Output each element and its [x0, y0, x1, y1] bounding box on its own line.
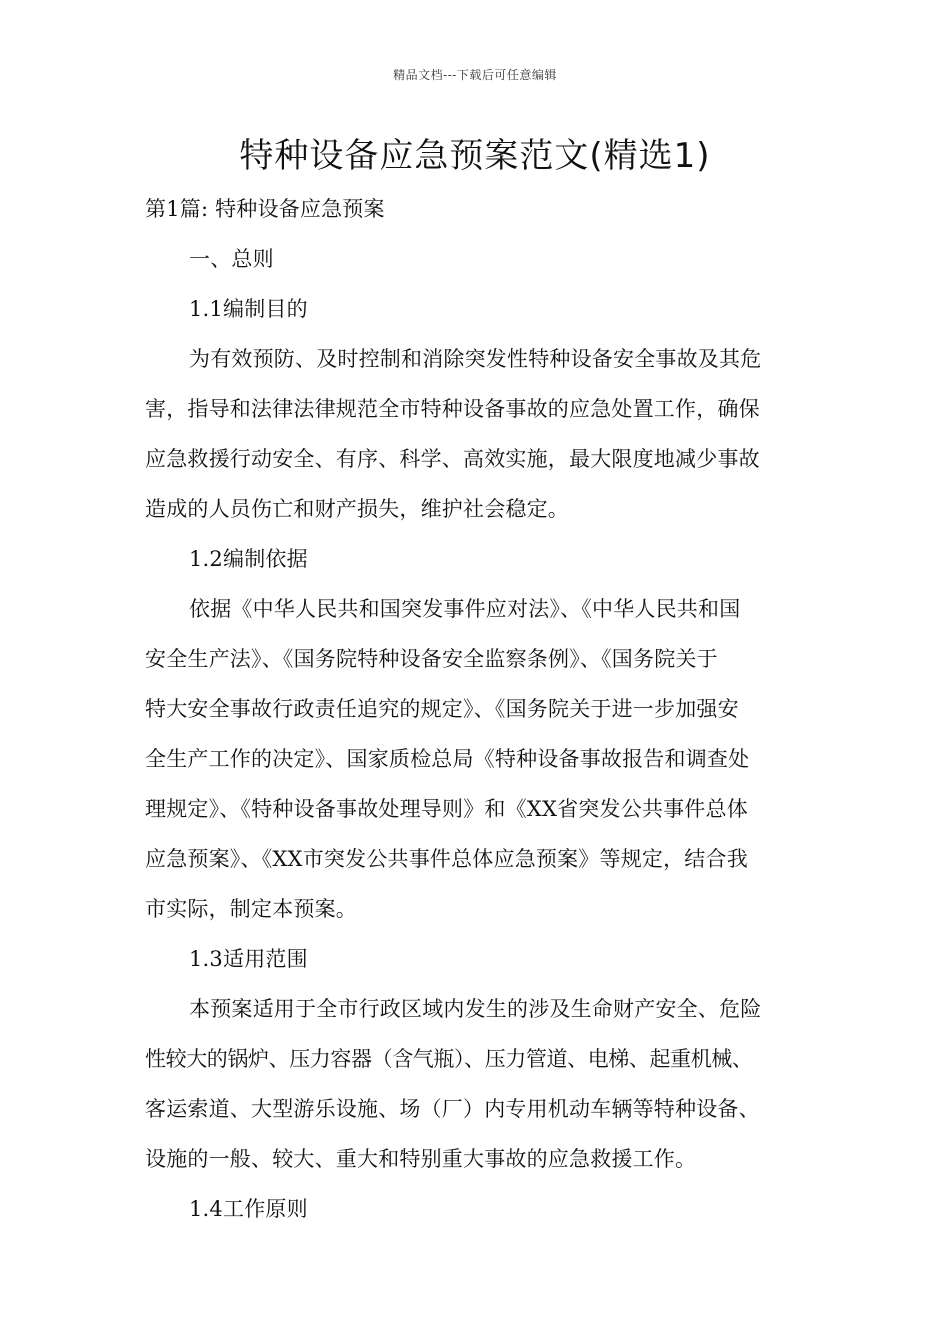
paragraph-line: 应急救援行动安全、有序、科学、高效实施，最大限度地减少事故 — [145, 447, 760, 471]
paragraph-line: 特大安全事故行政责任追究的规定》、《国务院关于进一步加强安 — [145, 697, 739, 721]
paragraph-line: 应急预案》、《XX市突发公共事件总体应急预案》等规定，结合我 — [145, 847, 748, 871]
paragraph-line: 安全生产法》、《国务院特种设备安全监察条例》、《国务院关于 — [145, 647, 718, 671]
paragraph-line: 理规定》、《特种设备事故处理导则》和《XX省突发公共事件总体 — [145, 797, 748, 821]
paragraph-line: 依据《中华人民共和国突发事件应对法》、《中华人民共和国 — [189, 597, 741, 621]
section-heading-1-1: 1.1编制目的 — [189, 297, 308, 321]
paragraph-line: 性较大的锅炉、压力容器（含气瓶）、压力管道、电梯、起重机械、 — [145, 1047, 753, 1071]
paragraph-line: 为有效预防、及时控制和消除突发性特种设备安全事故及其危 — [189, 347, 762, 371]
section-heading-1-4: 1.4工作原则 — [189, 1197, 308, 1221]
header-note: 精品文档---下载后可任意编辑 — [393, 68, 557, 82]
section-heading-1-2: 1.2编制依据 — [189, 547, 308, 571]
paragraph-scope — [145, 984, 810, 1184]
paragraph-basis — [145, 584, 810, 934]
section-heading-1-3: 1.3适用范围 — [189, 947, 308, 971]
paragraph-line: 本预案适用于全市行政区域内发生的涉及生命财产安全、危险 — [189, 997, 762, 1021]
section-heading-general: 一、总则 — [189, 247, 274, 271]
paragraph-line: 害，指导和法律法律规范全市特种设备事故的应急处置工作，确保 — [145, 397, 760, 421]
paragraph-line: 全生产工作的决定》、国家质检总局《特种设备事故报告和调查处 — [145, 747, 750, 771]
chapter-heading: 第1篇: 特种设备应急预案 — [145, 197, 385, 221]
paragraph-line: 客运索道、大型游乐设施、场（厂）内专用机动车辆等特种设备、 — [145, 1097, 760, 1121]
paragraph-line: 造成的人员伤亡和财产损失，维护社会稳定。 — [145, 497, 569, 521]
document-title: 特种设备应急预案范文(精选1) — [239, 136, 711, 176]
paragraph-line: 设施的一般、较大、重大和特别重大事故的应急救援工作。 — [145, 1147, 697, 1171]
paragraph-line: 市实际，制定本预案。 — [145, 897, 357, 921]
document-body — [145, 184, 810, 1234]
paragraph-purpose — [145, 334, 810, 534]
